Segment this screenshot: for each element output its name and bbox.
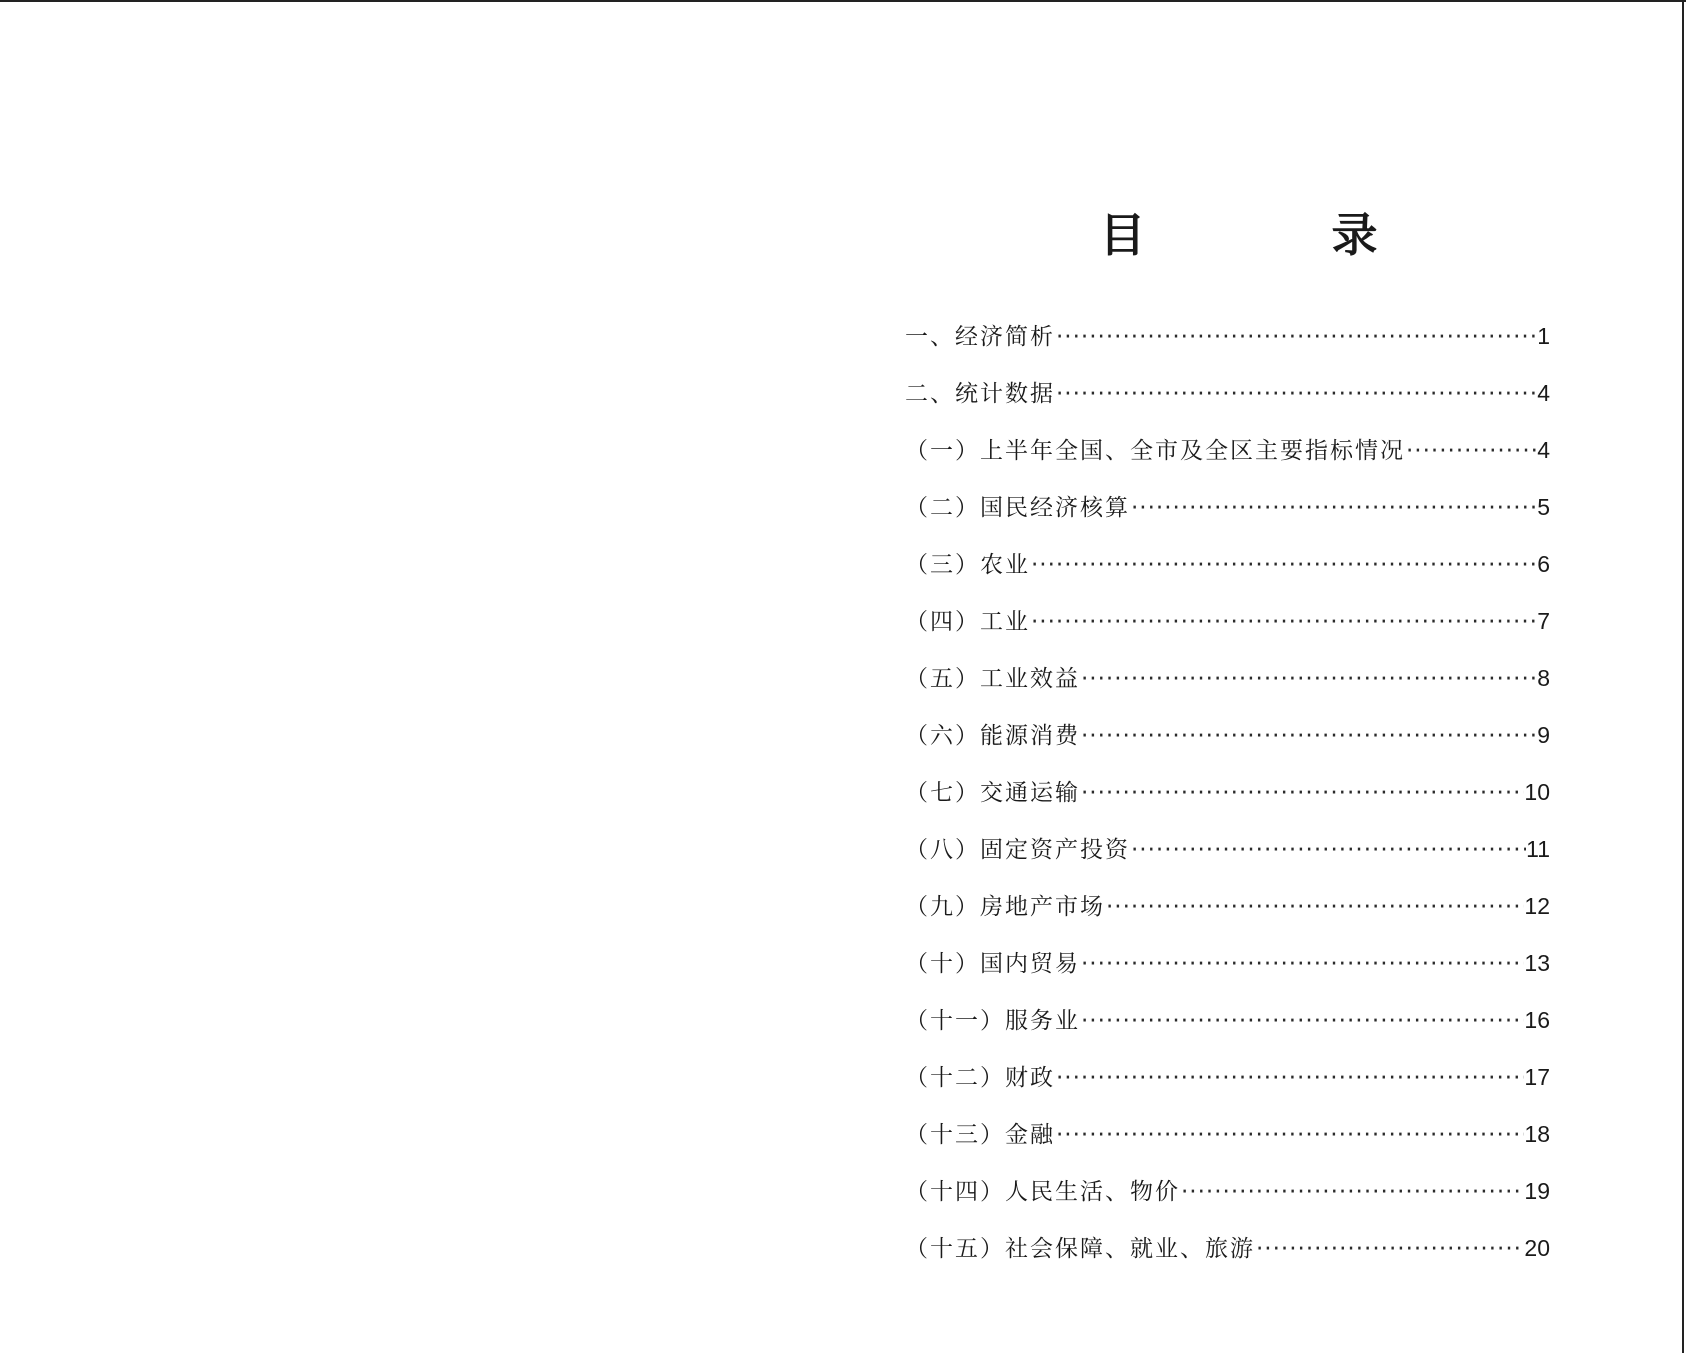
toc-entry[interactable]: [905, 660, 1550, 717]
toc-entry[interactable]: [905, 432, 1550, 489]
toc-entry-label: （十四）人民生活、物价: [905, 1179, 1180, 1205]
toc-entry-label: （七）交通运输: [905, 780, 1080, 806]
toc-entry[interactable]: [905, 318, 1550, 375]
toc-entry-page-number: 4: [1537, 380, 1550, 406]
toc-entry[interactable]: [905, 945, 1550, 1002]
toc-dot-leader: [1030, 609, 1537, 635]
toc-entry-label: （四）工业: [905, 609, 1030, 635]
toc-dot-leader: [1255, 1236, 1524, 1262]
toc-dot-leader: [1055, 1122, 1524, 1148]
toc-entry-page-number: 6: [1537, 551, 1550, 577]
toc-entry-page-number: 12: [1524, 893, 1550, 919]
toc-entry-label: （十二）财政: [905, 1065, 1055, 1091]
toc-entry-page-number: 8: [1537, 665, 1550, 691]
toc-title: 目 录: [1099, 208, 1448, 262]
toc-entry-label: （九）房地产市场: [905, 894, 1105, 920]
toc-dot-leader: [1080, 951, 1524, 977]
toc-entry[interactable]: [905, 489, 1550, 546]
toc-dot-leader: [1105, 894, 1524, 920]
toc-entry-label: （十一）服务业: [905, 1008, 1080, 1034]
toc-entry-page-number: 5: [1537, 494, 1550, 520]
toc-dot-leader: [1405, 438, 1537, 464]
toc-entry-label: （十）国内贸易: [905, 951, 1080, 977]
toc-dot-leader: [1055, 381, 1537, 407]
toc-entry-page-number: 4: [1537, 437, 1550, 463]
toc-entry[interactable]: [905, 546, 1550, 603]
toc-entry-page-number: 9: [1537, 722, 1550, 748]
toc-entry-label: （八）固定资产投资: [905, 837, 1130, 863]
toc-dot-leader: [1130, 495, 1537, 521]
toc-entry-page-number: 7: [1537, 608, 1550, 634]
toc-entry[interactable]: [905, 831, 1550, 888]
toc-dot-leader: [1080, 780, 1524, 806]
toc-entry-label: （十三）金融: [905, 1122, 1055, 1148]
table-of-contents: [905, 0, 1550, 1353]
toc-entry[interactable]: [905, 1059, 1550, 1116]
toc-entry-page-number: 16: [1524, 1007, 1550, 1033]
toc-entry-page-number: 13: [1524, 950, 1550, 976]
toc-entry-page-number: 20: [1524, 1235, 1550, 1261]
toc-dot-leader: [1080, 1008, 1524, 1034]
toc-entry-page-number: 17: [1524, 1064, 1550, 1090]
toc-entry-page-number: 10: [1524, 779, 1550, 805]
toc-list: [905, 318, 1550, 1287]
toc-entry-page-number: 19: [1524, 1178, 1550, 1204]
toc-entry[interactable]: [905, 1230, 1550, 1287]
toc-entry-page-number: 11: [1526, 836, 1550, 862]
toc-entry[interactable]: [905, 375, 1550, 432]
toc-entry-label: （五）工业效益: [905, 666, 1080, 692]
toc-entry[interactable]: [905, 717, 1550, 774]
toc-entry-label: （一）上半年全国、全市及全区主要指标情况: [905, 438, 1405, 464]
toc-entry[interactable]: [905, 888, 1550, 945]
toc-entry[interactable]: [905, 774, 1550, 831]
page-right-border: [1682, 0, 1684, 1353]
toc-entry[interactable]: [905, 1173, 1550, 1230]
toc-entry[interactable]: [905, 1002, 1550, 1059]
toc-entry-label: （六）能源消费: [905, 723, 1080, 749]
toc-dot-leader: [1080, 723, 1537, 749]
toc-entry[interactable]: [905, 603, 1550, 660]
toc-dot-leader: [1055, 1065, 1524, 1091]
toc-entry-page-number: 18: [1524, 1121, 1550, 1147]
toc-dot-leader: [1055, 324, 1537, 350]
toc-entry-page-number: 1: [1537, 323, 1550, 349]
toc-entry-label: （十五）社会保障、就业、旅游: [905, 1236, 1255, 1262]
toc-entry-label: （三）农业: [905, 552, 1030, 578]
toc-entry[interactable]: [905, 1116, 1550, 1173]
toc-dot-leader: [1130, 837, 1526, 863]
toc-dot-leader: [1030, 552, 1537, 578]
toc-entry-label: 一、经济简析: [905, 324, 1055, 350]
toc-entry-label: （二）国民经济核算: [905, 495, 1130, 521]
toc-entry-label: 二、统计数据: [905, 381, 1055, 407]
toc-dot-leader: [1080, 666, 1537, 692]
toc-dot-leader: [1180, 1179, 1524, 1205]
